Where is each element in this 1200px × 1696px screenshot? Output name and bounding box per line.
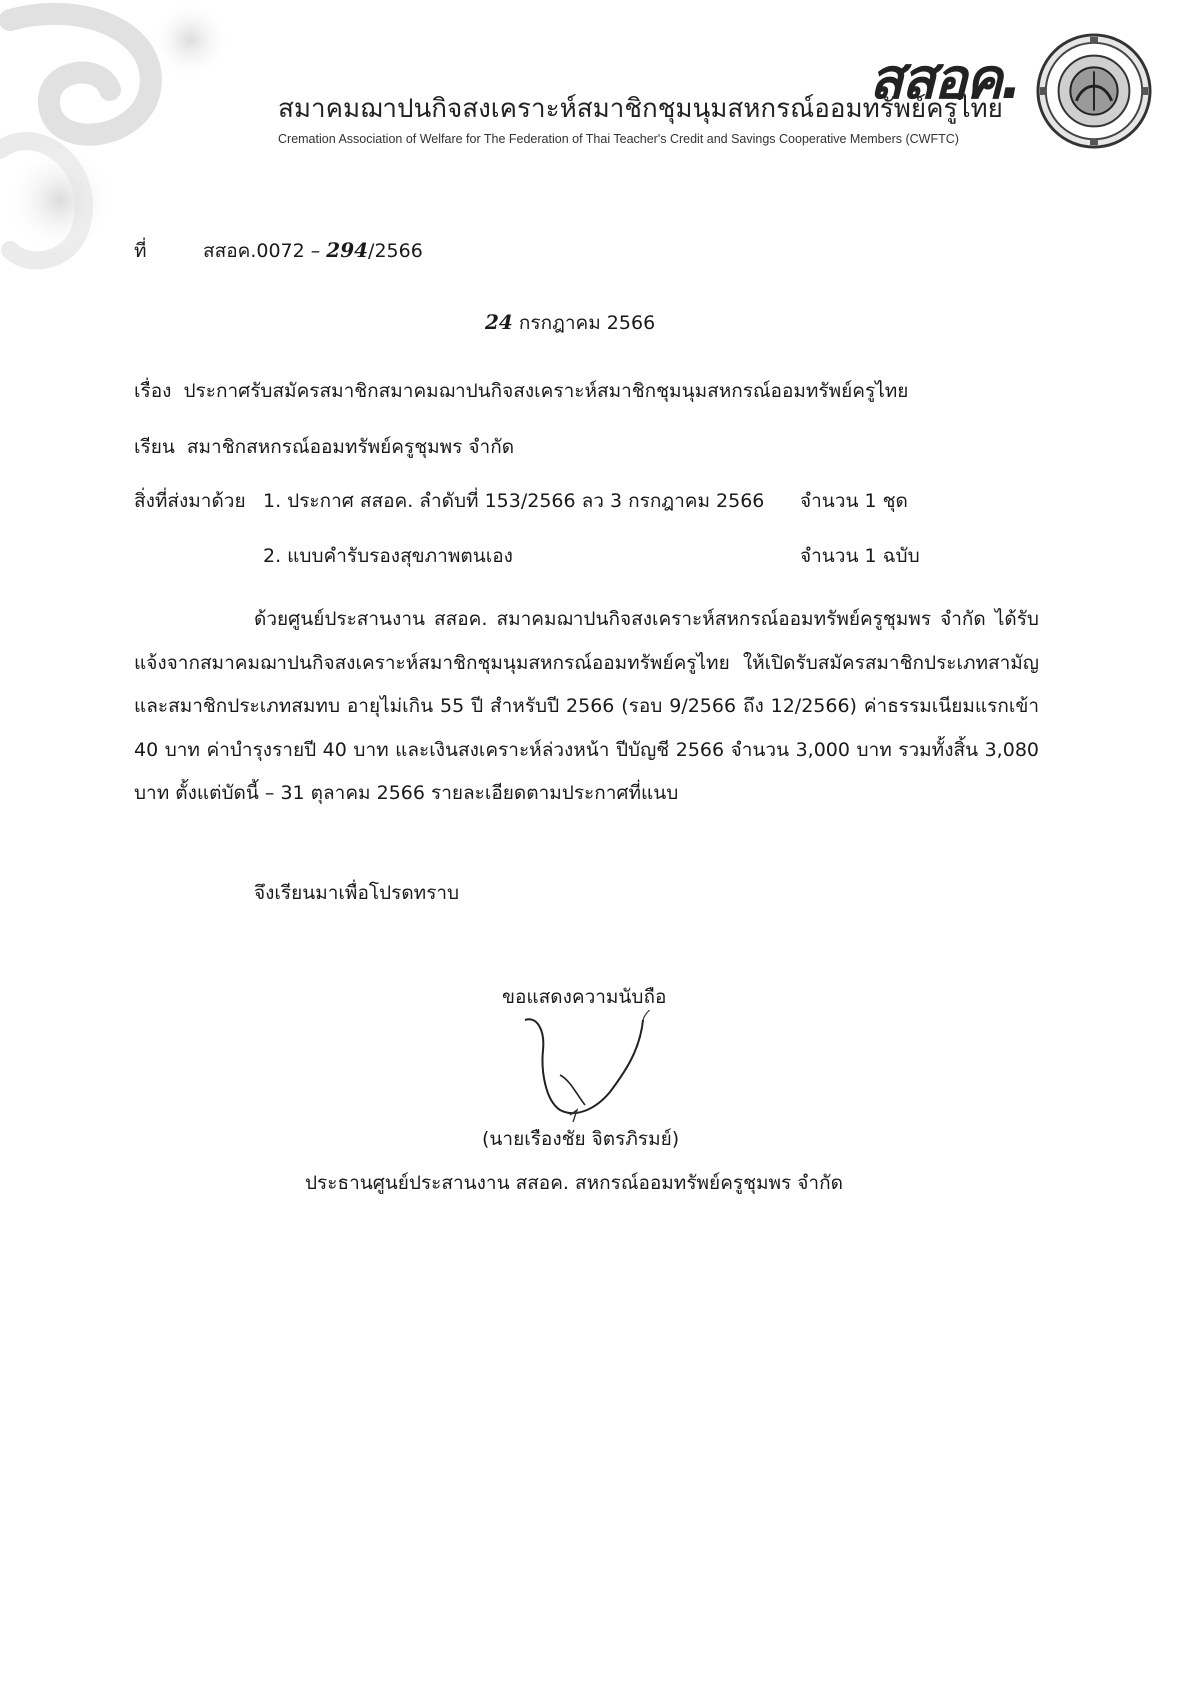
- reference-handwritten-number: 294: [326, 238, 369, 262]
- recipient-label: เรียน: [134, 436, 175, 458]
- enclosures-label: สิ่งที่ส่งมาด้วย: [134, 490, 246, 512]
- subject-line: [134, 376, 908, 406]
- date-handwritten-day: 24: [485, 310, 513, 334]
- reference-number: [203, 236, 423, 266]
- subject-text: ประกาศรับสมัครสมาชิกสมาคมฌาปนกิจสงเคราะห์สมาชิกชุมนุมสหกรณ์ออมทรัพย์ครูไทย: [183, 380, 909, 402]
- enclosure-item-2: 2. แบบคำรับรองสุขภาพตนเอง: [263, 545, 513, 567]
- enclosure-item-2-quantity: จำนวน 1 ฉบับ: [800, 545, 920, 567]
- handwritten-signature: [515, 1010, 695, 1130]
- enclosure-item-1-quantity: จำนวน 1 ชุด: [800, 490, 908, 512]
- reference-label: ที่: [134, 240, 147, 262]
- closing-line: จึงเรียนมาเพื่อโปรดทราบ: [254, 882, 460, 904]
- body-paragraph: ด้วยศูนย์ประสานงาน สสอค. สมาคมฌาปนกิจสงเคราะห์สหกรณ์ออมทรัพย์ครูชุมพร จำกัด ได้รับแจ้งจากสมาคมฌาปนกิจสงเคราะห์สมาชิกชุมนุมสหกรณ์ออมทรัพย์ครูไทย ให้เปิดรับสมัครสมาชิกประเภทสามัญ และสมาชิกประเภทสมทบ อายุไม่เกิน 55 ปี สำหรับปี 2566 (รอบ 9/2566 ถึง 12/2566) ค่าธรรมเนียมแรกเข้า 40 บาท ค่าบำรุงรายปี 40 บาท และเงินสงเคราะห์ล่วงหน้า ปีบัญชี 2566 จำนวน 3,000 บาท รวมทั้งสิ้น 3,080 บาท ตั้งแต่บัดนี้ – 31 ตุลาคม 2566 รายละเอียดตามประกาศที่แนบ: [134, 608, 1039, 804]
- reference-prefix: สสอค.0072 –: [203, 240, 321, 262]
- recipient-line: [134, 432, 514, 462]
- signatory-name: (นายเรืองชัย จิตรภิรมย์): [482, 1128, 680, 1150]
- logo-wordmark: สสอค.: [869, 47, 1020, 112]
- subject-label: เรื่อง: [134, 380, 172, 402]
- enclosure-item-1: 1. ประกาศ สสอค. ลำดับที่ 153/2566 ลว 3 กรกฎาคม 2566: [263, 490, 765, 512]
- salutation: ขอแสดงความนับถือ: [502, 986, 667, 1008]
- date-month-year: กรกฎาคม 2566: [518, 312, 656, 334]
- signatory-position: ประธานศูนย์ประสานงาน สสอค. สหกรณ์ออมทรัพย์ครูชุมพร จำกัด: [305, 1172, 843, 1194]
- association-seal-icon: [1035, 32, 1153, 150]
- reference-suffix: /2566: [368, 240, 423, 262]
- org-name-english: Cremation Association of Welfare for The Federation of Thai Teacher's Credit and Savings Cooperative Members (CWFTC): [278, 132, 959, 146]
- letter-date: [485, 308, 655, 338]
- recipient-text: สมาชิกสหกรณ์ออมทรัพย์ครูชุมพร จำกัด: [186, 436, 515, 458]
- org-name-thai: สมาคมฌาปนกิจสงเคราะห์สมาชิกชุมนุมสหกรณ์ออมทรัพย์ครูไทย: [278, 94, 1003, 124]
